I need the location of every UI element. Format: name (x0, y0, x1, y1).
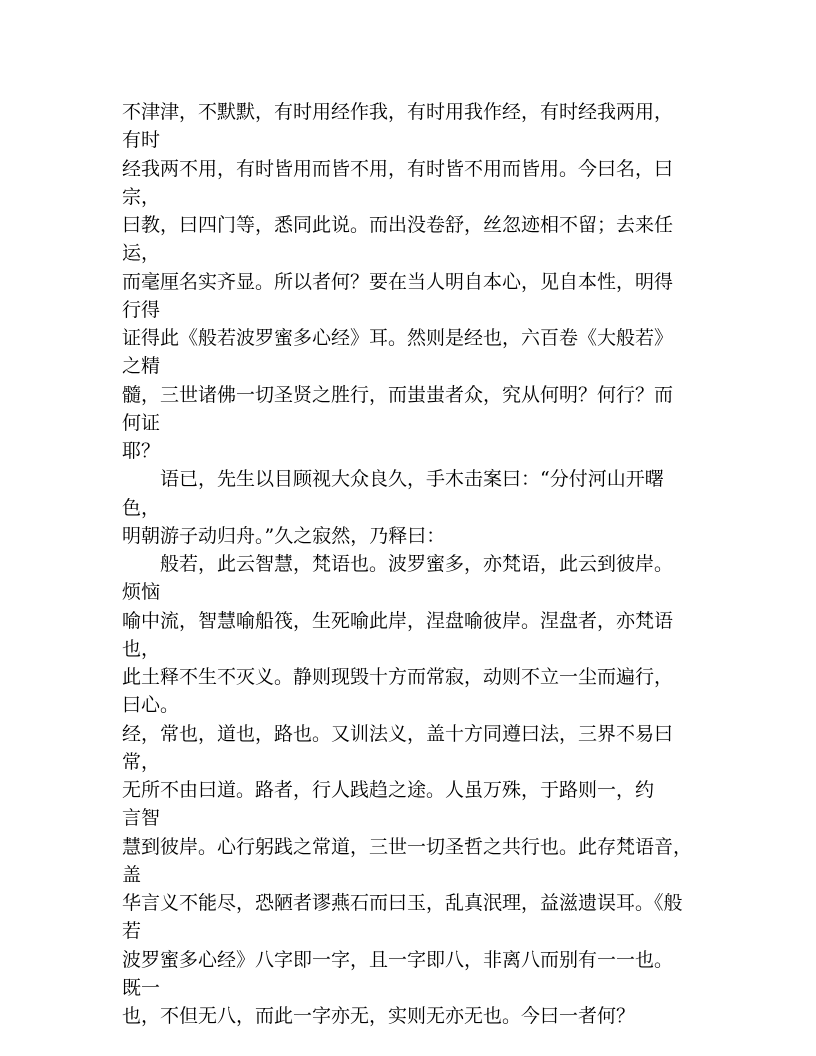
text-line: 经，常也，道也，路也。又训法义，盖十方同遵曰法，三界不易曰 (122, 722, 674, 745)
text-line: 也， (122, 637, 161, 660)
text-line: 般若，此云智慧，梵语也。波罗蜜多，亦梵语，此云到彼岸。 (122, 553, 674, 575)
text-line: 若 (122, 920, 142, 943)
text-line: 而毫厘名实齐显。所以者何？要在当人明自本心，见自本性，明得 (122, 270, 674, 293)
text-line: 无所不由曰道。路者，行人践趋之途。人虽万殊，于路则一，约 (122, 779, 655, 801)
text-line: 曰心。 (122, 694, 180, 717)
text-line: 有时 (122, 129, 161, 152)
text-line: 明朝游子动归舟。”久之寂然，乃释曰： (122, 524, 446, 547)
text-line: 既一 (122, 976, 161, 999)
text-line: 华言义不能尽，恐陋者谬燕石而曰玉，乱真泯理，益滋遗误耳。《般 (122, 892, 683, 914)
text-line: 此土释不生不灭义。静则现毁十方而常寂，动则不立一尘而遍行， (122, 666, 674, 688)
text-line: 运， (122, 242, 161, 265)
text-line: 喻中流，智慧喻船筏，生死喻此岸，涅盘喻彼岸。涅盘者，亦梵语 (122, 609, 674, 632)
text-line: 曰教，曰四门等，悉同此说。而出没卷舒，丝忽迹相不留；去来任 (122, 214, 674, 236)
text-line: 常， (122, 750, 161, 773)
text-line: 慧到彼岸。心行躬践之常道，三世一切圣哲之共行也。此存梵语音， (122, 835, 693, 858)
text-line: 色， (122, 496, 161, 519)
text-line: 烦恼 (122, 581, 161, 604)
text-line: 髓，三世诸佛一切圣贤之胜行，而蚩蚩者众，究从何明？何行？而 (122, 383, 674, 406)
text-line: 宗， (122, 185, 161, 208)
text-line: 经我两不用，有时皆用而皆不用，有时皆不用而皆用。今曰名，曰 (122, 157, 674, 180)
text-line: 之精 (122, 355, 161, 378)
text-line: 何证 (122, 411, 161, 434)
text-line: 盖 (122, 863, 142, 886)
text-line: 耶？ (122, 440, 161, 462)
text-line: 语已，先生以目顾视大众良久，手木击案曰：“分付河山开曙 (122, 468, 664, 491)
text-line: 波罗蜜多心经》八字即一字，且一字即八，非离八而别有一一也。 (122, 948, 674, 971)
text-line: 不津津，不默默，有时用经作我，有时用我作经，有时经我两用， (122, 101, 674, 123)
text-line: 言智 (122, 807, 161, 830)
text-line: 也，不但无八，而此一字亦无，实则无亦无也。今曰一者何？ (122, 1005, 636, 1027)
text-line: 证得此《般若波罗蜜多心经》耳。然则是经也，六百卷《大般若》 (122, 327, 674, 349)
body-text (122, 98, 702, 1030)
text-line: 行得 (122, 298, 161, 321)
